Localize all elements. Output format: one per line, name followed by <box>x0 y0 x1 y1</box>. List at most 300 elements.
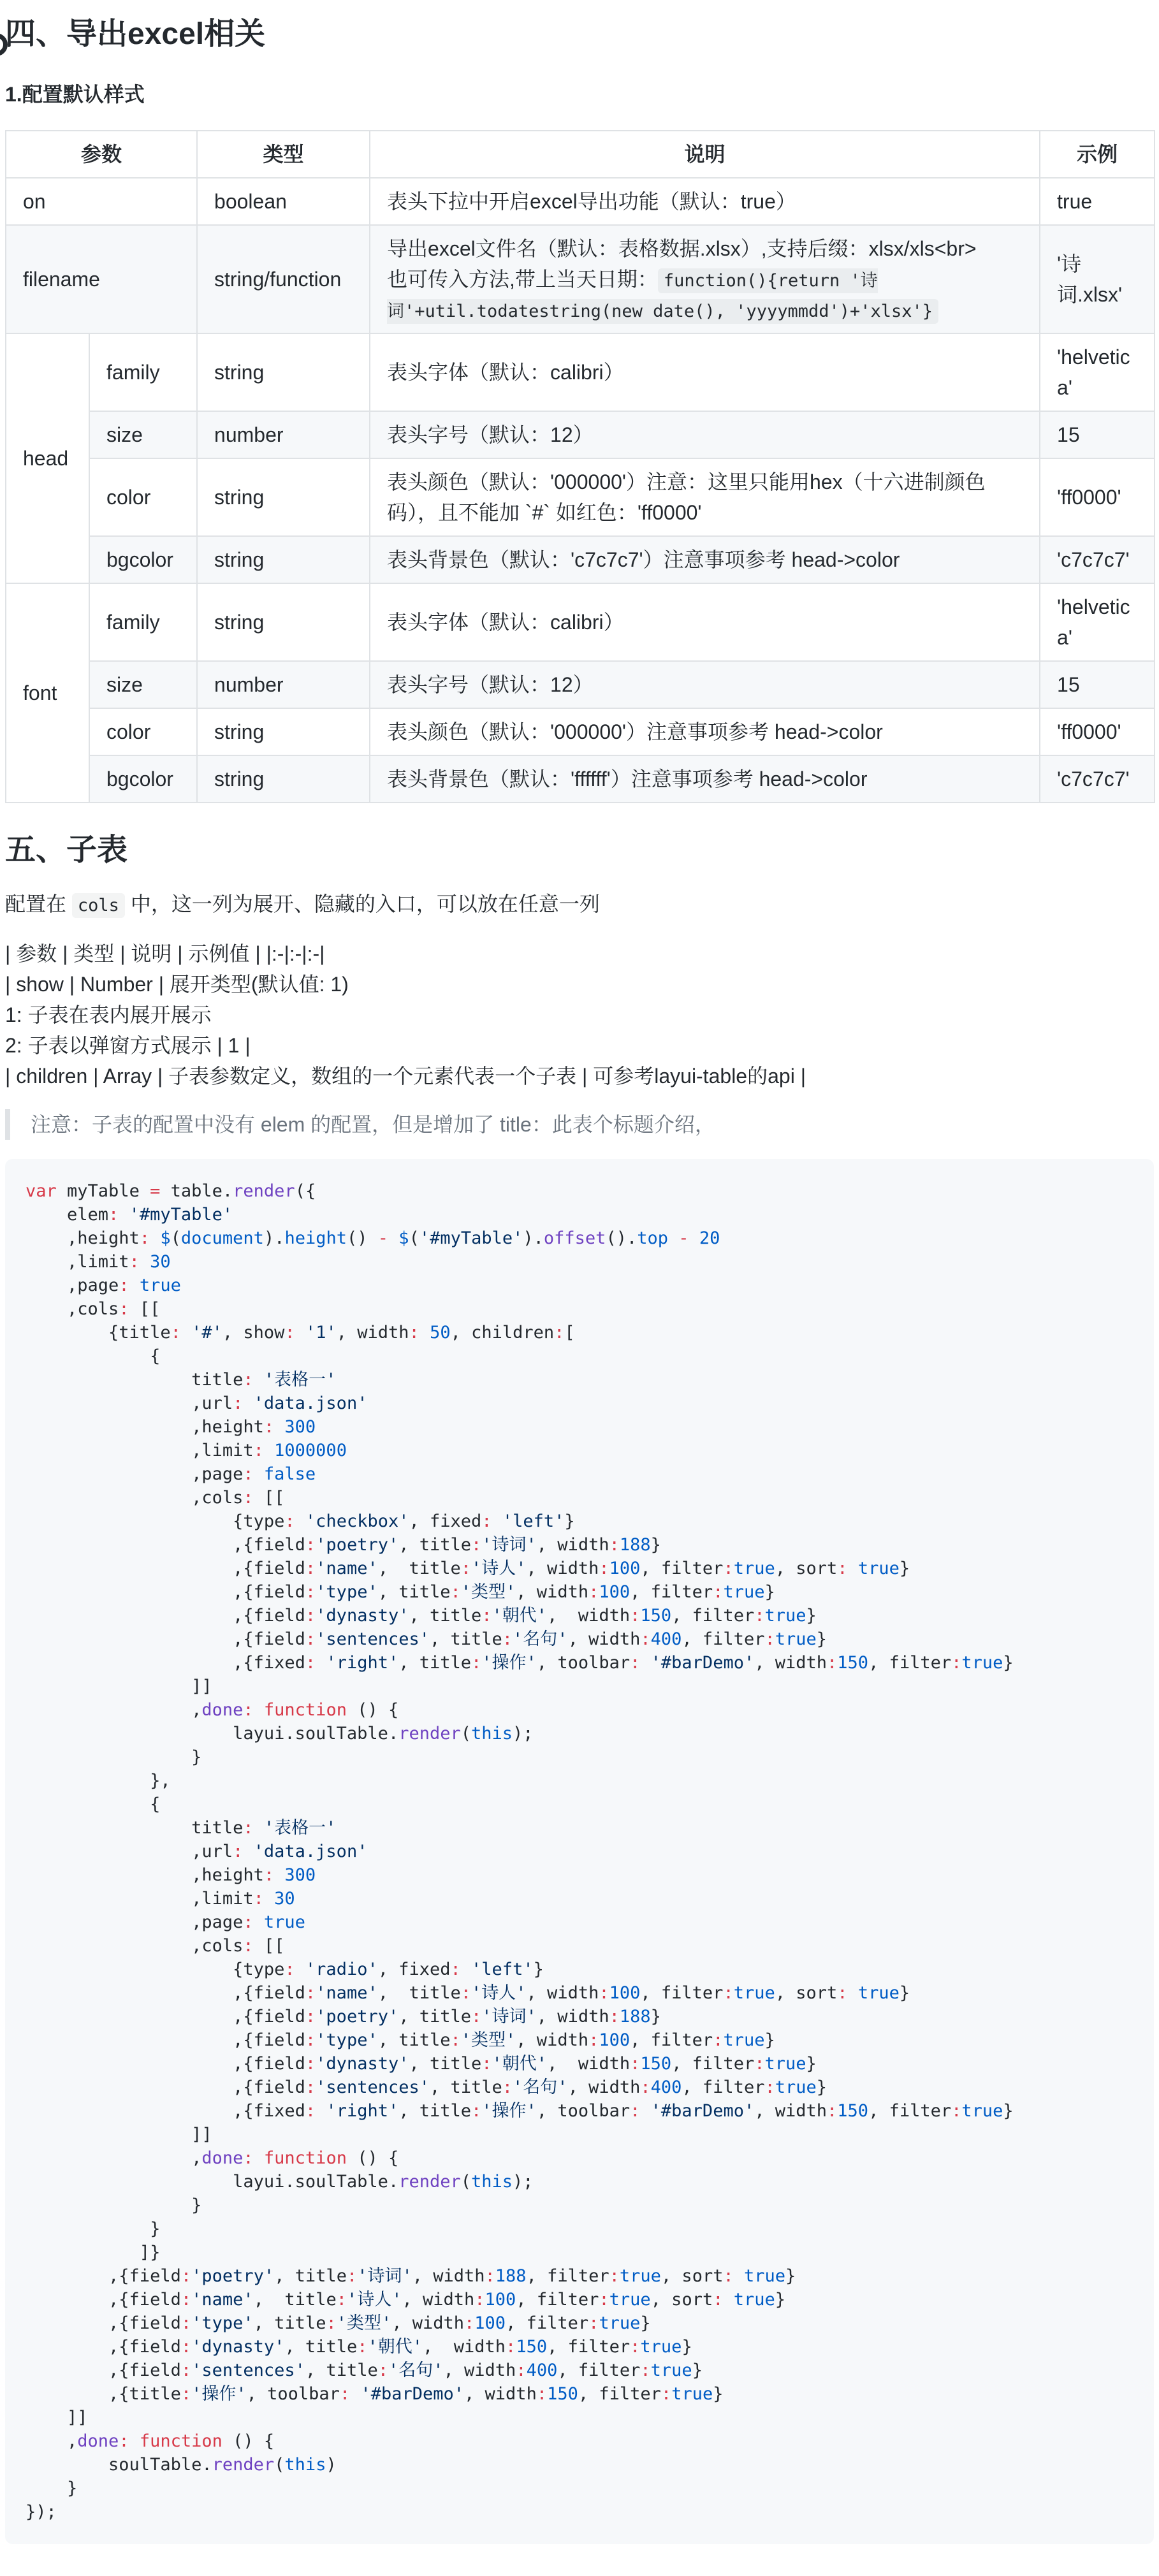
code-token: ,{title <box>26 2384 181 2404</box>
code-token-k: function <box>139 2431 222 2451</box>
code-token-c: true <box>671 2384 713 2404</box>
table-row <box>6 458 1155 536</box>
code-token-k: : <box>713 2290 724 2310</box>
code-token-k: : <box>754 1606 765 1626</box>
table-row <box>6 708 1155 755</box>
code-token-c: true <box>640 2337 682 2357</box>
code-token-k: - <box>377 1228 389 1248</box>
code-token: , width <box>464 2384 537 2404</box>
code-token: , filter <box>682 2078 765 2097</box>
table-cell: true <box>1040 178 1155 225</box>
code-token: , width <box>547 2054 631 2074</box>
code-token-s: '名句' <box>513 2078 568 2097</box>
code-token-s: 'sentences' <box>191 2361 305 2380</box>
code-token: [[ <box>253 1488 285 1508</box>
code-token-k: : <box>377 2361 388 2380</box>
code-token: ,{field <box>26 1582 305 1602</box>
code-token-s: '表格一' <box>263 1818 337 1838</box>
code-token: } <box>806 1606 817 1626</box>
code-token-s: 'type' <box>316 2030 378 2050</box>
table-cell <box>370 708 1040 755</box>
code-token-c: true <box>775 2078 817 2097</box>
code-token-c: true <box>764 2054 806 2074</box>
code-token-c: true <box>723 1582 765 1602</box>
code-token: ,{field <box>26 2313 181 2333</box>
code-token: } <box>806 2054 817 2074</box>
code-token: , sort <box>775 1559 838 1578</box>
code-token-k: var <box>26 1181 57 1201</box>
code-token: ,cols <box>26 1299 119 1319</box>
code-token <box>295 1323 305 1343</box>
table-cell: 'helvetica' <box>1040 583 1155 661</box>
code-token: , toolbar <box>536 1653 631 1673</box>
code-token: } <box>816 2078 827 2097</box>
note-text: 注意：子表的配置中没有 elem 的配置，但是增加了 title：此表个标题介绍， <box>31 1113 715 1136</box>
intro-text-prefix: 配置在 <box>5 892 72 915</box>
code-token: , title <box>429 1629 502 1649</box>
code-token: ,limit <box>26 1889 254 1909</box>
code-token-s: 'name' <box>191 2290 254 2310</box>
code-token-c: 100 <box>599 1582 631 1602</box>
code-token: elem <box>26 1205 109 1225</box>
code-token-k: : <box>599 1559 609 1578</box>
code-token-s: '朝代' <box>492 2054 548 2074</box>
code-token-c: 400 <box>650 1629 682 1649</box>
table-row <box>6 755 1155 803</box>
code-token-k: : <box>723 2266 734 2286</box>
code-token: , width <box>567 1629 641 1649</box>
code-token-k: : <box>253 1889 264 1909</box>
cell-text: 表头背景色（默认：'c7c7c7'）注意事项参考 head->color <box>387 548 900 571</box>
code-token: , filter <box>578 2384 661 2404</box>
code-token: , children <box>450 1323 555 1343</box>
table-cell: bgcolor <box>89 536 197 583</box>
code-token-k: : <box>764 1629 775 1649</box>
code-token: } <box>764 1582 775 1602</box>
code-token-s: 'poetry' <box>316 2007 399 2027</box>
code-token: { <box>26 1794 161 1814</box>
code-token: myTable <box>56 1181 150 1201</box>
code-token-k: : <box>180 2361 192 2380</box>
code-token <box>150 1228 160 1248</box>
code-token: ,{field <box>26 2078 305 2097</box>
code-token-c: true <box>609 2290 651 2310</box>
code-token-c: this <box>471 2172 513 2192</box>
table-cell: family <box>89 583 197 661</box>
code-token-k: : <box>450 1960 461 1979</box>
table-cell: 'c7c7c7' <box>1040 755 1155 803</box>
code-token-s: 'right' <box>326 2101 399 2121</box>
code-token: ,{field <box>26 2030 305 2050</box>
code-token-c: 400 <box>650 2078 682 2097</box>
code-token-c: true <box>857 1983 900 2003</box>
code-token-k: : <box>170 1323 181 1343</box>
code-token: , title <box>284 2337 358 2357</box>
code-token: ); <box>513 2172 534 2192</box>
code-token: , title <box>253 2290 337 2310</box>
table-cell <box>370 225 1040 333</box>
code-token-c: true <box>263 1912 305 1932</box>
code-token: , filter <box>547 2337 631 2357</box>
code-token-c: true <box>619 2266 661 2286</box>
code-token: ]] <box>26 1677 212 1696</box>
code-token: layui.soulTable. <box>26 1724 399 1743</box>
code-token-k: : <box>305 2078 316 2097</box>
code-token-c: true <box>733 2290 775 2310</box>
column-header: 说明 <box>370 131 1040 178</box>
code-token: ,cols <box>26 1488 244 1508</box>
code-token: , filter <box>640 1983 724 2003</box>
code-token: {title <box>26 1323 171 1343</box>
code-token-c: 100 <box>609 1559 641 1578</box>
code-token-k: : <box>243 1700 254 1720</box>
code-token: , sort <box>775 1983 838 2003</box>
code-token: ,{fixed <box>26 1653 305 1673</box>
code-token: , filter <box>868 1653 952 1673</box>
code-token-c: true <box>733 1559 775 1578</box>
table-cell: 15 <box>1040 411 1155 458</box>
code-token-k: : <box>502 2078 513 2097</box>
code-token: { <box>26 1346 161 1366</box>
code-token <box>316 1653 326 1673</box>
code-token: , width <box>567 2078 641 2097</box>
table-row <box>6 661 1155 708</box>
code-token: , show <box>222 1323 285 1343</box>
code-token <box>350 2384 360 2404</box>
code-token-k: : <box>243 1818 254 1838</box>
code-token: } <box>26 1747 202 1767</box>
code-token <box>243 1842 253 1861</box>
code-token: ( <box>409 1228 419 1248</box>
code-token-e: render <box>233 1181 295 1201</box>
code-token: ,page <box>26 1464 244 1484</box>
code-token <box>243 1394 253 1413</box>
code-token-k: : <box>640 2078 651 2097</box>
code-token-k: : <box>263 1865 275 1885</box>
code-token-k: function <box>263 1700 347 1720</box>
code-token-s: 'data.json' <box>253 1842 368 1861</box>
code-token-k: : <box>630 2337 641 2357</box>
code-token-k: : <box>516 2361 527 2380</box>
code-token: } <box>26 2195 202 2215</box>
code-token: ,page <box>26 1276 119 1295</box>
code-token: , title <box>398 1653 472 1673</box>
code-token: , filter <box>557 2361 641 2380</box>
code-token-s: 'checkbox' <box>305 1511 409 1531</box>
table-cell: bgcolor <box>89 755 197 803</box>
code-token <box>689 1228 699 1248</box>
code-token-c: 50 <box>430 1323 451 1343</box>
code-token-k: : <box>180 2337 192 2357</box>
code-token <box>274 1865 284 1885</box>
code-token: , filter <box>506 2313 589 2333</box>
code-token-s: '诗人' <box>471 1983 527 2003</box>
code-token-k: : <box>460 1559 472 1578</box>
cell-text: 表头背景色（默认：'ffffff'）注意事项参考 head->color <box>387 768 868 790</box>
code-token-k: : <box>837 1559 848 1578</box>
code-token: } <box>564 1511 575 1531</box>
code-token: ,limit <box>26 1252 129 1272</box>
code-token: soulTable. <box>26 2455 212 2475</box>
code-token-s: '类型' <box>460 2030 516 2050</box>
code-token-k: : <box>450 1582 461 1602</box>
code-token: layui.soulTable. <box>26 2172 399 2192</box>
code-token-s: '#myTable' <box>419 1228 523 1248</box>
table-cell: string <box>197 755 370 803</box>
code-token-k: : <box>305 1983 316 2003</box>
code-token: ( <box>274 2455 285 2475</box>
code-token-c: 100 <box>609 1983 641 2003</box>
code-token-s: 'poetry' <box>191 2266 275 2286</box>
code-token <box>264 1889 274 1909</box>
code-token: ,{field <box>26 1559 305 1578</box>
code-token <box>640 1653 650 1673</box>
code-token-k: : <box>502 1629 513 1649</box>
code-token-s: 'dynasty' <box>316 2054 409 2074</box>
code-token: , title <box>398 2007 472 2027</box>
code-token-e: done <box>201 2148 244 2168</box>
code-token <box>140 1252 150 1272</box>
code-token: , width <box>336 1323 409 1343</box>
code-token-k: : <box>588 2030 599 2050</box>
code-token: , title <box>429 2078 502 2097</box>
code-token: table. <box>160 1181 233 1201</box>
code-token-e: render <box>398 1724 461 1743</box>
code-token: } <box>1003 1653 1014 1673</box>
code-token: } <box>533 1960 544 1979</box>
code-token: ); <box>513 1724 534 1743</box>
code-token-k: : <box>180 2384 192 2404</box>
code-token: } <box>713 2384 724 2404</box>
code-token: , sort <box>660 2266 724 2286</box>
table-cell: font <box>6 583 89 803</box>
code-token <box>254 1700 264 1720</box>
code-token-k: : <box>233 1394 244 1413</box>
code-token: , <box>26 2431 78 2451</box>
code-token-k: : <box>108 1205 119 1225</box>
table-cell <box>370 458 1040 536</box>
code-token-s: 'name' <box>316 1559 378 1578</box>
code-token <box>254 1370 264 1390</box>
code-token <box>119 1205 129 1225</box>
code-token <box>264 1441 274 1460</box>
code-token-k: : <box>481 1511 492 1531</box>
code-token-k: function <box>263 2148 347 2168</box>
code-token-k: : <box>764 2078 775 2097</box>
code-token: ,url <box>26 1842 233 1861</box>
code-token-c: this <box>284 2455 326 2475</box>
code-token-k: : <box>536 2384 548 2404</box>
table-header-row <box>6 131 1155 178</box>
code-token: ,{field <box>26 1606 305 1626</box>
code-token <box>461 1960 471 1979</box>
code-token-k: : <box>506 2337 516 2357</box>
code-token-s: '诗词' <box>481 2007 537 2027</box>
code-token: } <box>899 1983 910 2003</box>
code-token: , width <box>536 1535 609 1555</box>
cell-text: 也可传入方法,带上当天日期： <box>387 268 658 291</box>
code-token: [ <box>564 1323 575 1343</box>
code-token-k: : <box>305 1653 316 1673</box>
cell-text: 表头字体（默认：calibri） <box>387 611 624 634</box>
table-cell <box>370 333 1040 411</box>
code-token-k: : <box>243 1488 254 1508</box>
raw-markdown-line: | children | Array | 子表参数定义，数组的一个元素代表一个子表 | 可参考layui-table的api | <box>5 1065 806 1088</box>
section-title-subtable: 五、子表 <box>5 833 128 867</box>
code-token-s: '#barDemo' <box>360 2384 465 2404</box>
code-token: , width <box>547 1606 631 1626</box>
code-token-e: render <box>398 2172 461 2192</box>
code-token: , <box>26 2148 202 2168</box>
table-cell <box>370 661 1040 708</box>
code-token <box>734 2266 744 2286</box>
code-token-s: '朝代' <box>492 1606 548 1626</box>
cell-text: 导出excel文件名（默认：表格数据.xlsx）,支持后缀：xlsx/xls<br> <box>387 237 977 260</box>
code-token <box>668 1228 678 1248</box>
code-token: , width <box>516 1582 589 1602</box>
code-token <box>254 2148 264 2168</box>
code-token <box>848 1559 858 1578</box>
table-row <box>6 225 1155 333</box>
code-token: } <box>692 2361 703 2380</box>
code-token <box>848 1983 858 2003</box>
code-token: ,height <box>26 1417 264 1437</box>
code-token: , fixed <box>409 1511 482 1531</box>
code-token-s: '#myTable' <box>129 1205 233 1225</box>
code-token-c: 100 <box>474 2313 506 2333</box>
code-token-k: : <box>180 2266 192 2286</box>
code-token-k: : <box>284 1323 295 1343</box>
code-token-c: 188 <box>619 1535 651 1555</box>
code-token-k: : <box>326 2313 337 2333</box>
code-token-k: : <box>599 1983 609 2003</box>
code-token: , toolbar <box>536 2101 631 2121</box>
code-token-c: true <box>599 2313 641 2333</box>
code-token-k: : <box>481 2054 492 2074</box>
code-token-k: = <box>150 1181 161 1201</box>
code-token: , filter <box>516 2290 599 2310</box>
code-token: ( <box>460 1724 472 1743</box>
code-token: ,{field <box>26 2290 181 2310</box>
table-cell: 'ff0000' <box>1040 708 1155 755</box>
code-token: (). <box>606 1228 638 1248</box>
code-token-c: 150 <box>640 2054 672 2074</box>
code-token: } <box>775 2290 786 2310</box>
code-token <box>129 2431 140 2451</box>
code-token-k: : <box>305 2101 316 2121</box>
code-token: } <box>764 2030 775 2050</box>
table-cell: number <box>197 411 370 458</box>
code-token: , title <box>253 2313 326 2333</box>
table-cell <box>370 178 1040 225</box>
code-token-c: true <box>139 1276 181 1295</box>
code-token-k: : <box>409 1323 419 1343</box>
code-token-k: : <box>243 1370 254 1390</box>
code-token: } <box>26 2478 78 2498</box>
code-token-s: '朝代' <box>367 2337 423 2357</box>
code-token: ,{field <box>26 1535 305 1555</box>
code-token: ,cols <box>26 1936 244 1956</box>
code-token: }); <box>26 2502 57 2522</box>
code-token-s: '诗人' <box>346 2290 402 2310</box>
code-token: [[ <box>129 1299 161 1319</box>
code-token-k: : <box>233 1842 244 1861</box>
code-token: ( <box>170 1228 181 1248</box>
code-token-s: '诗词' <box>357 2266 412 2286</box>
code-token: , width <box>754 1653 827 1673</box>
table-cell <box>370 536 1040 583</box>
code-token-k: : <box>474 2290 485 2310</box>
table-row <box>6 333 1155 411</box>
code-token <box>181 1323 191 1343</box>
code-token-k: : <box>450 2030 461 2050</box>
code-token-k: : <box>723 1559 734 1578</box>
code-token: , title <box>274 2266 347 2286</box>
code-token: , filter <box>630 1582 713 1602</box>
note-blockquote <box>5 1109 1154 1140</box>
code-token: , title <box>409 1606 482 1626</box>
code-token: [[ <box>253 1936 285 1956</box>
code-token: () { <box>346 2148 399 2168</box>
code-token: , filter <box>682 1629 765 1649</box>
code-token-s: 'sentences' <box>316 1629 430 1649</box>
code-token: , width <box>754 2101 827 2121</box>
code-token: ). <box>263 1228 285 1248</box>
code-token-c: this <box>471 1724 513 1743</box>
code-token-k: : <box>357 2337 368 2357</box>
export-config-table <box>5 130 1155 803</box>
code-token: ,limit <box>26 1441 254 1460</box>
code-token: , title <box>377 1559 461 1578</box>
code-token: () { <box>222 2431 275 2451</box>
code-token <box>254 1818 264 1838</box>
code-token-s: 'dynasty' <box>191 2337 285 2357</box>
table-cell: 'c7c7c7' <box>1040 536 1155 583</box>
code-token-e: done <box>77 2431 119 2451</box>
code-token-s: 'right' <box>326 1653 399 1673</box>
table-cell: 'ff0000' <box>1040 458 1155 536</box>
code-token: } <box>650 1535 661 1555</box>
code-token: , width <box>412 2266 485 2286</box>
code-token: , title <box>377 2030 451 2050</box>
code-token-k: : <box>599 2290 609 2310</box>
code-token-s: '诗词' <box>481 1535 537 1555</box>
code-token-k: : <box>305 1606 316 1626</box>
code-token-c: top <box>637 1228 669 1248</box>
code-token <box>295 1960 305 1979</box>
column-header: 参数 <box>6 131 197 178</box>
cell-text: 表头颜色（默认：'000000'）注意事项参考 head->color <box>387 720 883 743</box>
code-token-k: : <box>713 1582 724 1602</box>
code-token: , filter <box>671 1606 755 1626</box>
code-token: ({ <box>295 1181 316 1201</box>
code-token-s: '操作' <box>481 2101 537 2121</box>
code-token-k: : <box>827 1653 838 1673</box>
code-token-c: 150 <box>640 1606 672 1626</box>
code-token-s: 'left' <box>502 1511 565 1531</box>
raw-markdown-line: | show | Number | 展开类型(默认值: 1) <box>5 973 349 996</box>
code-token: ]] <box>26 2125 212 2144</box>
table-cell: head <box>6 333 89 583</box>
table-cell: string <box>197 708 370 755</box>
code-token-s: '#barDemo' <box>650 2101 755 2121</box>
code-token-c: true <box>961 1653 1003 1673</box>
table-cell: on <box>6 178 197 225</box>
cell-text: 表头字体（默认：calibri） <box>387 361 624 384</box>
code-token: , title <box>409 2054 482 2074</box>
code-token: ,{field <box>26 2007 305 2027</box>
code-token: ,{field <box>26 2361 181 2380</box>
